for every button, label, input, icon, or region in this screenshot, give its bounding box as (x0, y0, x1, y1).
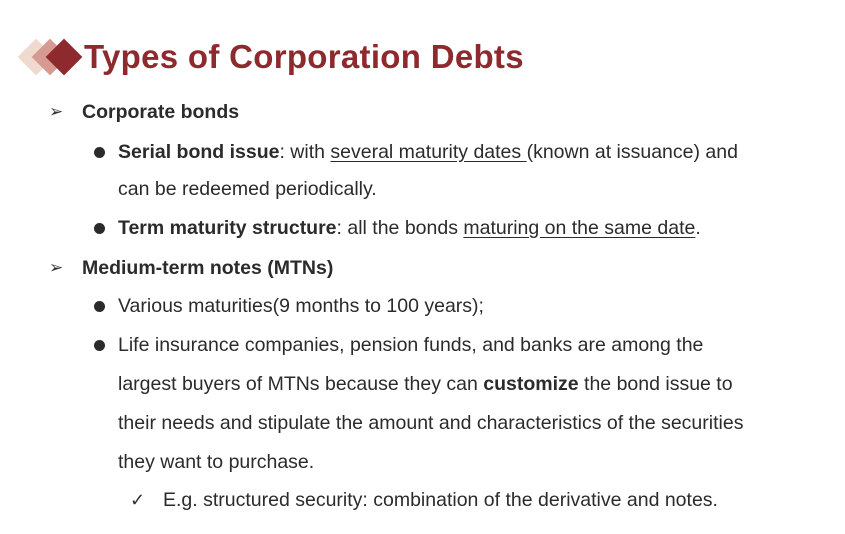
slide-header (18, 32, 524, 82)
bullet-icon (94, 301, 105, 312)
section-heading-corporate-bonds: Corporate bonds (82, 101, 240, 123)
list-item-buyers-line4: they want to purchase. (118, 451, 315, 473)
section-heading-mtns: Medium-term notes (MTNs) (82, 257, 334, 279)
item-text: . (695, 217, 701, 239)
diamond-decoration-icon (18, 32, 84, 82)
item-text: the bond issue to (578, 373, 733, 395)
list-item-various-maturities: Various maturities(9 months to 100 years); (118, 295, 484, 317)
sub-item-example: E.g. structured security: combination of the derivative and notes. (163, 489, 718, 511)
list-item-buyers-line1: Life insurance companies, pension funds, and banks are among the (118, 334, 704, 356)
list-item-buyers-line3: their needs and stipulate the amount and characteristics of the securities (118, 412, 744, 434)
bullet-icon (94, 223, 105, 234)
item-text: : all the bonds (336, 217, 464, 239)
item-text: (known at issuance) and (526, 141, 738, 163)
list-item-buyers-line2 (118, 371, 733, 397)
list-item-term-maturity (118, 215, 701, 241)
bullet-icon (94, 340, 105, 351)
bullet-icon (94, 147, 105, 158)
arrow-bullet-icon: ➢ (49, 258, 64, 277)
item-term: Serial bond issue (118, 141, 280, 163)
item-emphasis: customize (483, 373, 579, 395)
slide-title: Types of Corporation Debts (84, 38, 524, 75)
item-text: : with (279, 141, 331, 163)
list-item-continuation: can be redeemed periodically. (118, 178, 377, 200)
list-item-serial-bond (118, 139, 738, 165)
item-underlined-text: several maturity dates (330, 141, 527, 163)
item-text: largest buyers of MTNs because they can (118, 373, 484, 395)
item-underlined-text: maturing on the same date (463, 217, 696, 239)
arrow-bullet-icon: ➢ (49, 102, 64, 121)
checkmark-icon: ✓ (130, 490, 146, 510)
item-term: Term maturity structure (118, 217, 337, 239)
